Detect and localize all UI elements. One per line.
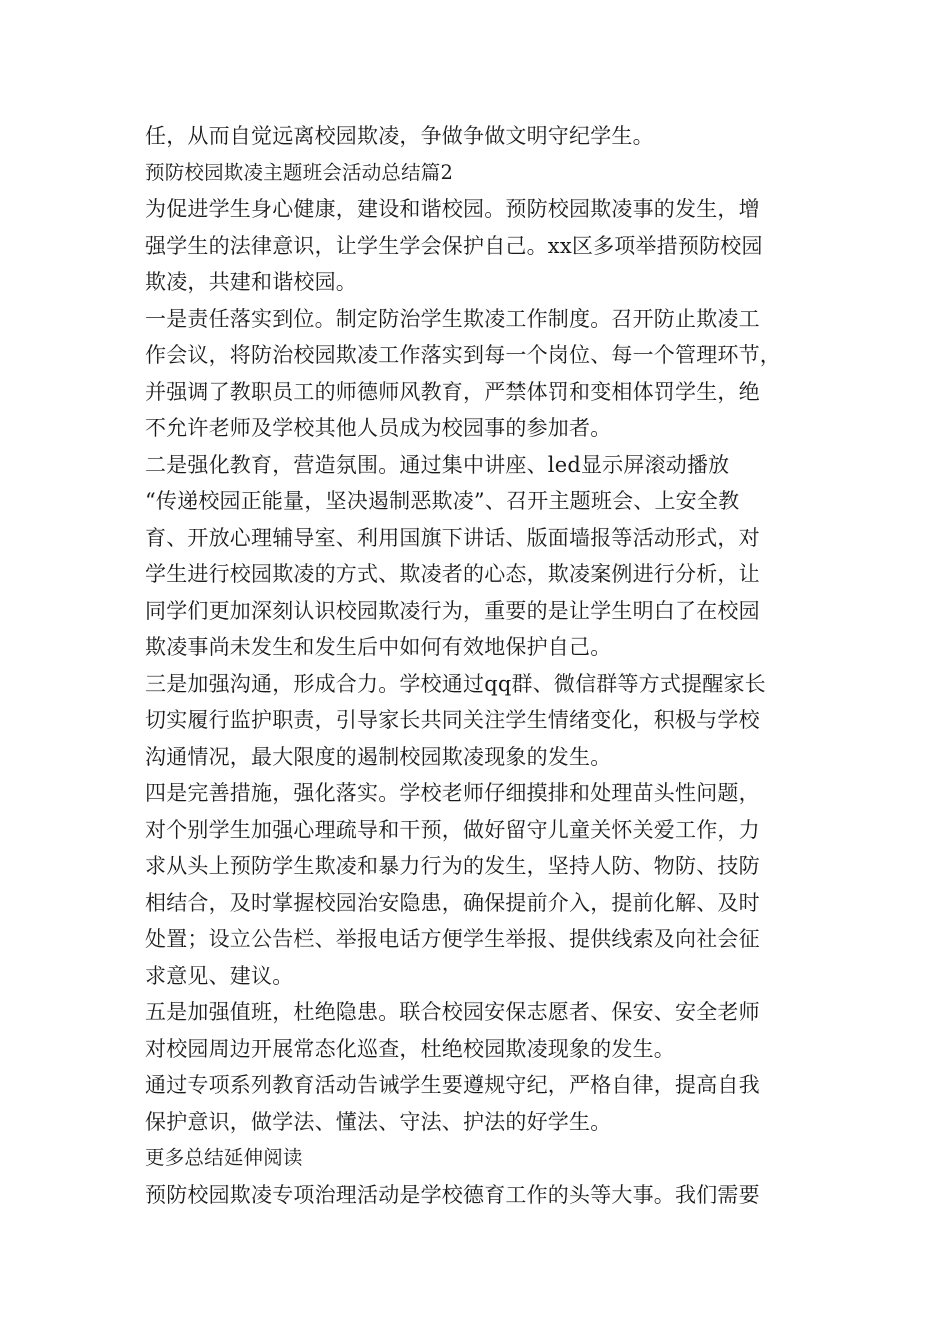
text-line: 二是强化教育，营造氛围。通过集中讲座、led显示屏滚动播放 — [145, 452, 730, 477]
text-line: 学生进行校园欺凌的方式、欺凌者的心态，欺凌案例进行分析，让 — [145, 562, 760, 586]
section-heading: 预防校园欺凌主题班会活动总结篇2 — [145, 160, 454, 184]
text-line: 相结合，及时掌握校园治安隐患，确保提前介入，提前化解、及时 — [145, 890, 760, 915]
text-line: 求从头上预防学生欺凌和暴力行为的发生，坚持人防、物防、技防 — [145, 854, 760, 878]
text-line: 预防校园欺凌专项治理活动是学校德育工作的头等大事。我们需要 — [145, 1182, 760, 1207]
text-line: 一是责任落实到位。制定防治学生欺凌工作制度。召开防止欺凌工 — [145, 306, 760, 331]
text-line: 求意见、建议。 — [145, 963, 294, 988]
text-line: 欺凌，共建和谐校园。 — [145, 270, 357, 294]
text-line: 同学们更加深刻认识校园欺凌行为，重要的是让学生明白了在校园 — [145, 598, 760, 623]
text-line: 保护意识，做学法、懂法、守法、护法的好学生。 — [145, 1109, 612, 1134]
text-line: “传递校园正能量，坚决遏制恶欺凌”、召开主题班会、上安全教 — [145, 489, 740, 513]
section-heading: 更多总结延伸阅读 — [145, 1146, 303, 1169]
text-line: 作会议，将防治校园欺凌工作落实到每一个岗位、每一个管理环节， — [145, 343, 781, 367]
text-line: 处置；设立公告栏、举报电话方便学生举报、提供线索及向社会征 — [145, 927, 760, 951]
text-line: 并强调了教职员工的师德师风教育，严禁体罚和变相体罚学生，绝 — [145, 379, 760, 404]
text-line: 对个别学生加强心理疏导和干预，做好留守儿童关怀关爱工作，力 — [145, 817, 760, 842]
text-line: 育、开放心理辅导室、利用国旗下讲话、版面墙报等活动形式，对 — [145, 525, 760, 550]
text-line: 为促进学生身心健康，建设和谐校园。预防校园欺凌事的发生，增 — [145, 197, 760, 221]
text-line: 四是完善措施，强化落实。学校老师仔细摸排和处理苗头性问题， — [145, 781, 760, 805]
text-line: 三是加强沟通，形成合力。学校通过qq群、微信群等方式提醒家长 — [145, 671, 766, 696]
text-line: 欺凌事尚未发生和发生后中如何有效地保护自己。 — [145, 635, 612, 659]
text-line: 对校园周边开展常态化巡查，杜绝校园欺凌现象的发生。 — [145, 1036, 675, 1061]
text-line: 强学生的法律意识，让学生学会保护自己。xx区多项举措预防校园 — [145, 233, 763, 258]
text-line: 不允许老师及学校其他人员成为校园事的参加者。 — [145, 416, 612, 440]
text-line: 通过专项系列教育活动告诫学生要遵规守纪，严格自律，提高自我 — [145, 1073, 760, 1097]
text-line: 沟通情况，最大限度的遏制校园欺凌现象的发生。 — [145, 744, 612, 769]
document-page — [145, 118, 815, 1213]
text-line: 切实履行监护职责，引导家长共同关注学生情绪变化，积极与学校 — [145, 708, 760, 732]
text-line: 任，从而自觉远离校园欺凌，争做争做文明守纪学生。 — [145, 124, 654, 148]
text-line: 五是加强值班，杜绝隐患。联合校园安保志愿者、保安、安全老师 — [145, 1000, 760, 1024]
